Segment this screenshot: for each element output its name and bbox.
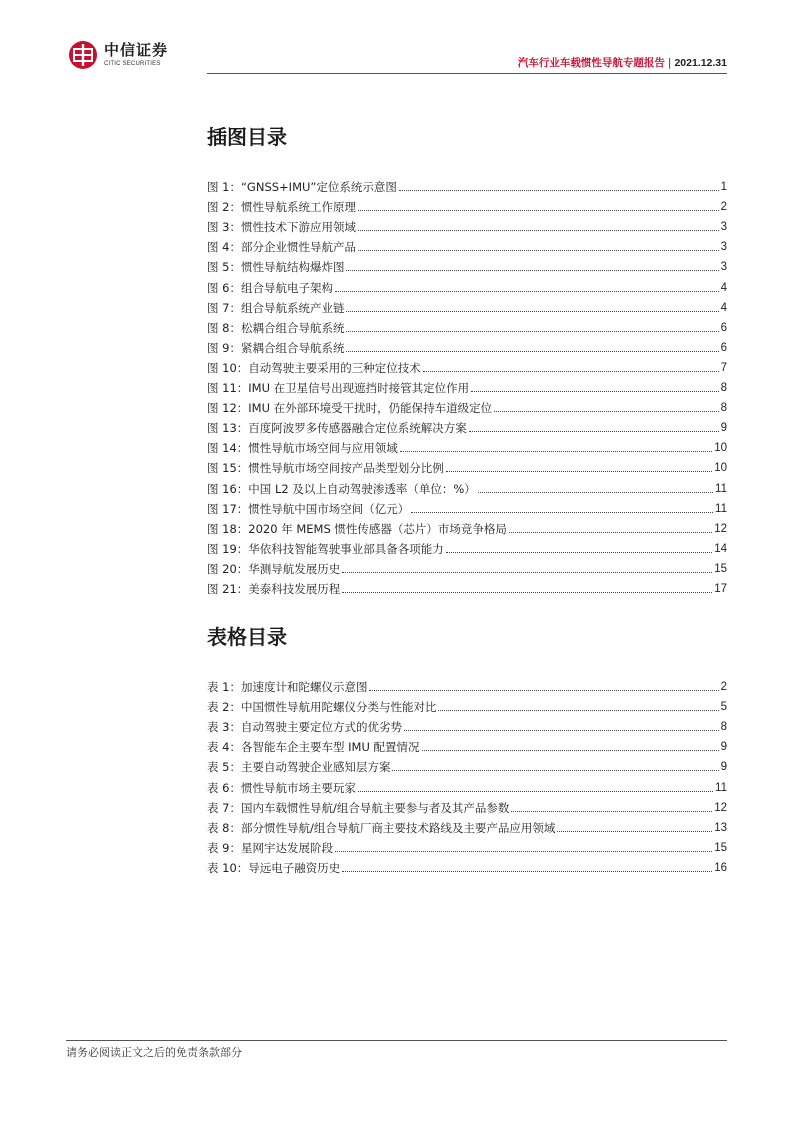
table-toc-entry[interactable] bbox=[207, 855, 727, 875]
figure-toc-entry[interactable] bbox=[207, 274, 727, 294]
toc-dot-leader bbox=[511, 810, 712, 812]
toc-entry-label: 图 13：百度阿波罗多传感器融合定位系统解决方案 bbox=[207, 421, 467, 436]
toc-dot-leader bbox=[358, 229, 719, 231]
figure-toc-entry[interactable] bbox=[207, 214, 727, 234]
logo-english-name: CITIC SECURITIES bbox=[104, 61, 161, 67]
report-header bbox=[518, 56, 727, 70]
toc-entry-page: 4 bbox=[720, 281, 727, 294]
figure-toc-entry[interactable] bbox=[207, 174, 727, 194]
toc-entry-label: 图 5：惯性导航结构爆炸图 bbox=[207, 260, 345, 275]
figure-toc-entry[interactable] bbox=[207, 295, 727, 315]
toc-dot-leader bbox=[399, 189, 719, 191]
tables-toc-list bbox=[207, 674, 727, 875]
toc-dot-leader bbox=[342, 591, 712, 593]
figure-toc-entry[interactable] bbox=[207, 435, 727, 455]
figure-toc-entry[interactable] bbox=[207, 516, 727, 536]
toc-entry-label: 图 10：自动驾驶主要采用的三种定位技术 bbox=[207, 360, 421, 375]
toc-entry-label: 图 19：华依科技智能驾驶事业部具备各项能力 bbox=[207, 541, 444, 556]
toc-dot-leader bbox=[342, 870, 712, 872]
table-toc-entry[interactable] bbox=[207, 835, 727, 855]
logo-chinese-name: 中信证券 bbox=[104, 41, 169, 59]
toc-entry-page: 14 bbox=[714, 542, 727, 555]
toc-entry-page: 8 bbox=[720, 721, 727, 734]
toc-dot-leader bbox=[358, 249, 719, 251]
toc-dot-leader bbox=[557, 830, 712, 832]
toc-dot-leader bbox=[438, 709, 718, 711]
toc-entry-label: 图 1：“GNSS+IMU”定位系统示意图 bbox=[207, 180, 397, 195]
toc-dot-leader bbox=[346, 310, 718, 312]
toc-entry-page: 13 bbox=[714, 821, 727, 834]
toc-dot-leader bbox=[335, 850, 712, 852]
toc-dot-leader bbox=[342, 571, 712, 573]
toc-entry-label: 图 15：惯性导航市场空间按产品类型划分比例 bbox=[207, 461, 444, 476]
toc-entry-label: 图 18：2020 年 MEMS 惯性传感器（芯片）市场竞争格局 bbox=[207, 521, 507, 536]
toc-entry-label: 图 7：组合导航系统产业链 bbox=[207, 300, 345, 315]
toc-dot-leader bbox=[494, 410, 718, 412]
toc-dot-leader bbox=[346, 350, 718, 352]
toc-dot-leader bbox=[423, 370, 719, 372]
company-logo bbox=[68, 40, 168, 70]
toc-entry-page: 2 bbox=[720, 681, 727, 694]
figure-toc-entry[interactable] bbox=[207, 475, 727, 495]
report-date: 2021.12.31 bbox=[674, 57, 727, 69]
toc-entry-page: 3 bbox=[720, 241, 727, 254]
toc-dot-leader bbox=[335, 290, 719, 292]
toc-dot-leader bbox=[369, 689, 718, 691]
toc-entry-page: 11 bbox=[715, 502, 727, 515]
toc-entry-label: 图 8：松耦合组合导航系统 bbox=[207, 320, 345, 335]
figures-toc-list bbox=[207, 174, 727, 596]
figure-toc-entry[interactable] bbox=[207, 395, 727, 415]
toc-entry-page: 16 bbox=[714, 861, 727, 874]
toc-entry-label: 表 10：导远电子融资历史 bbox=[207, 860, 341, 875]
toc-entry-label: 图 17：惯性导航中国市场空间（亿元） bbox=[207, 501, 410, 516]
toc-entry-page: 2 bbox=[720, 201, 727, 214]
figure-toc-entry[interactable] bbox=[207, 576, 727, 596]
toc-entry-label: 图 16：中国 L2 及以上自动驾驶渗透率（单位：%） bbox=[207, 481, 476, 496]
toc-dot-leader bbox=[446, 470, 712, 472]
toc-dot-leader bbox=[392, 769, 718, 771]
toc-entry-page: 1 bbox=[720, 181, 727, 194]
toc-dot-leader bbox=[509, 531, 712, 533]
toc-entry-label: 表 8：部分惯性导航/组合导航厂商主要技术路线及主要产品应用领域 bbox=[207, 820, 556, 835]
toc-entry-page: 5 bbox=[720, 701, 727, 714]
toc-entry-page: 6 bbox=[720, 321, 727, 334]
toc-entry-label: 图 20：华测导航发展历史 bbox=[207, 561, 341, 576]
toc-entry-label: 图 6：组合导航电子架构 bbox=[207, 280, 333, 295]
figure-toc-entry[interactable] bbox=[207, 455, 727, 475]
toc-dot-leader bbox=[346, 269, 718, 271]
toc-entry-label: 表 1：加速度计和陀螺仪示意图 bbox=[207, 680, 368, 695]
toc-dot-leader bbox=[358, 209, 719, 211]
table-toc-entry[interactable] bbox=[207, 674, 727, 694]
toc-entry-page: 10 bbox=[714, 442, 727, 455]
table-toc-entry[interactable] bbox=[207, 714, 727, 734]
figure-toc-entry[interactable] bbox=[207, 536, 727, 556]
toc-dot-leader bbox=[422, 749, 719, 751]
toc-entry-label: 表 9：星网宇达发展阶段 bbox=[207, 840, 333, 855]
toc-dot-leader bbox=[346, 330, 718, 332]
table-toc-entry[interactable] bbox=[207, 734, 727, 754]
toc-entry-page: 3 bbox=[720, 261, 727, 274]
tables-toc-title: 表格目录 bbox=[207, 625, 287, 649]
table-toc-entry[interactable] bbox=[207, 694, 727, 714]
toc-entry-page: 12 bbox=[714, 801, 727, 814]
footer-divider bbox=[66, 1040, 727, 1041]
toc-entry-page: 15 bbox=[714, 841, 727, 854]
toc-entry-page: 11 bbox=[715, 781, 727, 794]
figure-toc-entry[interactable] bbox=[207, 355, 727, 375]
toc-entry-page: 9 bbox=[720, 741, 727, 754]
toc-entry-page: 11 bbox=[715, 482, 727, 495]
toc-entry-page: 4 bbox=[720, 301, 727, 314]
toc-dot-leader bbox=[358, 790, 713, 792]
toc-entry-label: 图 2：惯性导航系统工作原理 bbox=[207, 200, 356, 215]
toc-entry-label: 表 6：惯性导航市场主要玩家 bbox=[207, 780, 356, 795]
toc-entry-label: 图 14：惯性导航市场空间与应用领域 bbox=[207, 441, 398, 456]
citic-logo-icon bbox=[68, 40, 98, 70]
toc-entry-page: 9 bbox=[720, 422, 727, 435]
toc-entry-label: 图 11：IMU 在卫星信号出现遮挡时接管其定位作用 bbox=[207, 381, 470, 396]
header-separator: | bbox=[667, 57, 672, 69]
toc-entry-page: 12 bbox=[714, 522, 727, 535]
toc-dot-leader bbox=[469, 430, 719, 432]
figure-toc-entry[interactable] bbox=[207, 234, 727, 254]
toc-entry-label: 表 3：自动驾驶主要定位方式的优劣势 bbox=[207, 720, 402, 735]
header-divider bbox=[207, 73, 727, 74]
toc-entry-label: 表 5：主要自动驾驶企业感知层方案 bbox=[207, 760, 391, 775]
toc-dot-leader bbox=[400, 450, 712, 452]
toc-entry-page: 6 bbox=[720, 341, 727, 354]
toc-entry-page: 8 bbox=[720, 402, 727, 415]
table-toc-entry[interactable] bbox=[207, 795, 727, 815]
figure-toc-entry[interactable] bbox=[207, 496, 727, 516]
toc-dot-leader bbox=[404, 729, 719, 731]
toc-entry-page: 15 bbox=[714, 562, 727, 575]
toc-entry-page: 7 bbox=[720, 361, 727, 374]
toc-dot-leader bbox=[446, 551, 712, 553]
report-title: 汽车行业车载惯性导航专题报告 bbox=[517, 57, 665, 69]
toc-entry-page: 10 bbox=[714, 462, 727, 475]
figure-toc-entry[interactable] bbox=[207, 556, 727, 576]
toc-dot-leader bbox=[471, 390, 718, 392]
table-toc-entry[interactable] bbox=[207, 815, 727, 835]
toc-dot-leader bbox=[478, 491, 713, 493]
toc-entry-page: 9 bbox=[720, 761, 727, 774]
toc-entry-label: 表 4：各智能车企主要车型 IMU 配置情况 bbox=[207, 740, 420, 755]
toc-entry-label: 图 12：IMU 在外部环境受干扰时，仍能保持车道级定位 bbox=[207, 401, 493, 416]
toc-dot-leader bbox=[411, 511, 713, 513]
toc-entry-page: 3 bbox=[720, 221, 727, 234]
toc-entry-label: 图 4：部分企业惯性导航产品 bbox=[207, 240, 356, 255]
toc-entry-label: 图 9：紧耦合组合导航系统 bbox=[207, 340, 345, 355]
figures-toc-title: 插图目录 bbox=[207, 125, 287, 149]
toc-entry-page: 17 bbox=[714, 582, 727, 595]
toc-entry-label: 表 2：中国惯性导航用陀螺仪分类与性能对比 bbox=[207, 700, 437, 715]
figure-toc-entry[interactable] bbox=[207, 375, 727, 395]
figure-toc-entry[interactable] bbox=[207, 254, 727, 274]
figure-toc-entry[interactable] bbox=[207, 335, 727, 355]
table-toc-entry[interactable] bbox=[207, 754, 727, 774]
toc-entry-page: 8 bbox=[720, 382, 727, 395]
toc-entry-label: 图 3：惯性技术下游应用领域 bbox=[207, 220, 356, 235]
footer-disclaimer: 请务必阅读正文之后的免责条款部分 bbox=[66, 1046, 242, 1059]
figure-toc-entry[interactable] bbox=[207, 194, 727, 214]
figure-toc-entry[interactable] bbox=[207, 315, 727, 335]
figure-toc-entry[interactable] bbox=[207, 415, 727, 435]
table-toc-entry[interactable] bbox=[207, 774, 727, 794]
toc-entry-label: 表 7：国内车载惯性导航/组合导航主要参与者及其产品参数 bbox=[207, 800, 510, 815]
toc-entry-label: 图 21：美泰科技发展历程 bbox=[207, 581, 341, 596]
